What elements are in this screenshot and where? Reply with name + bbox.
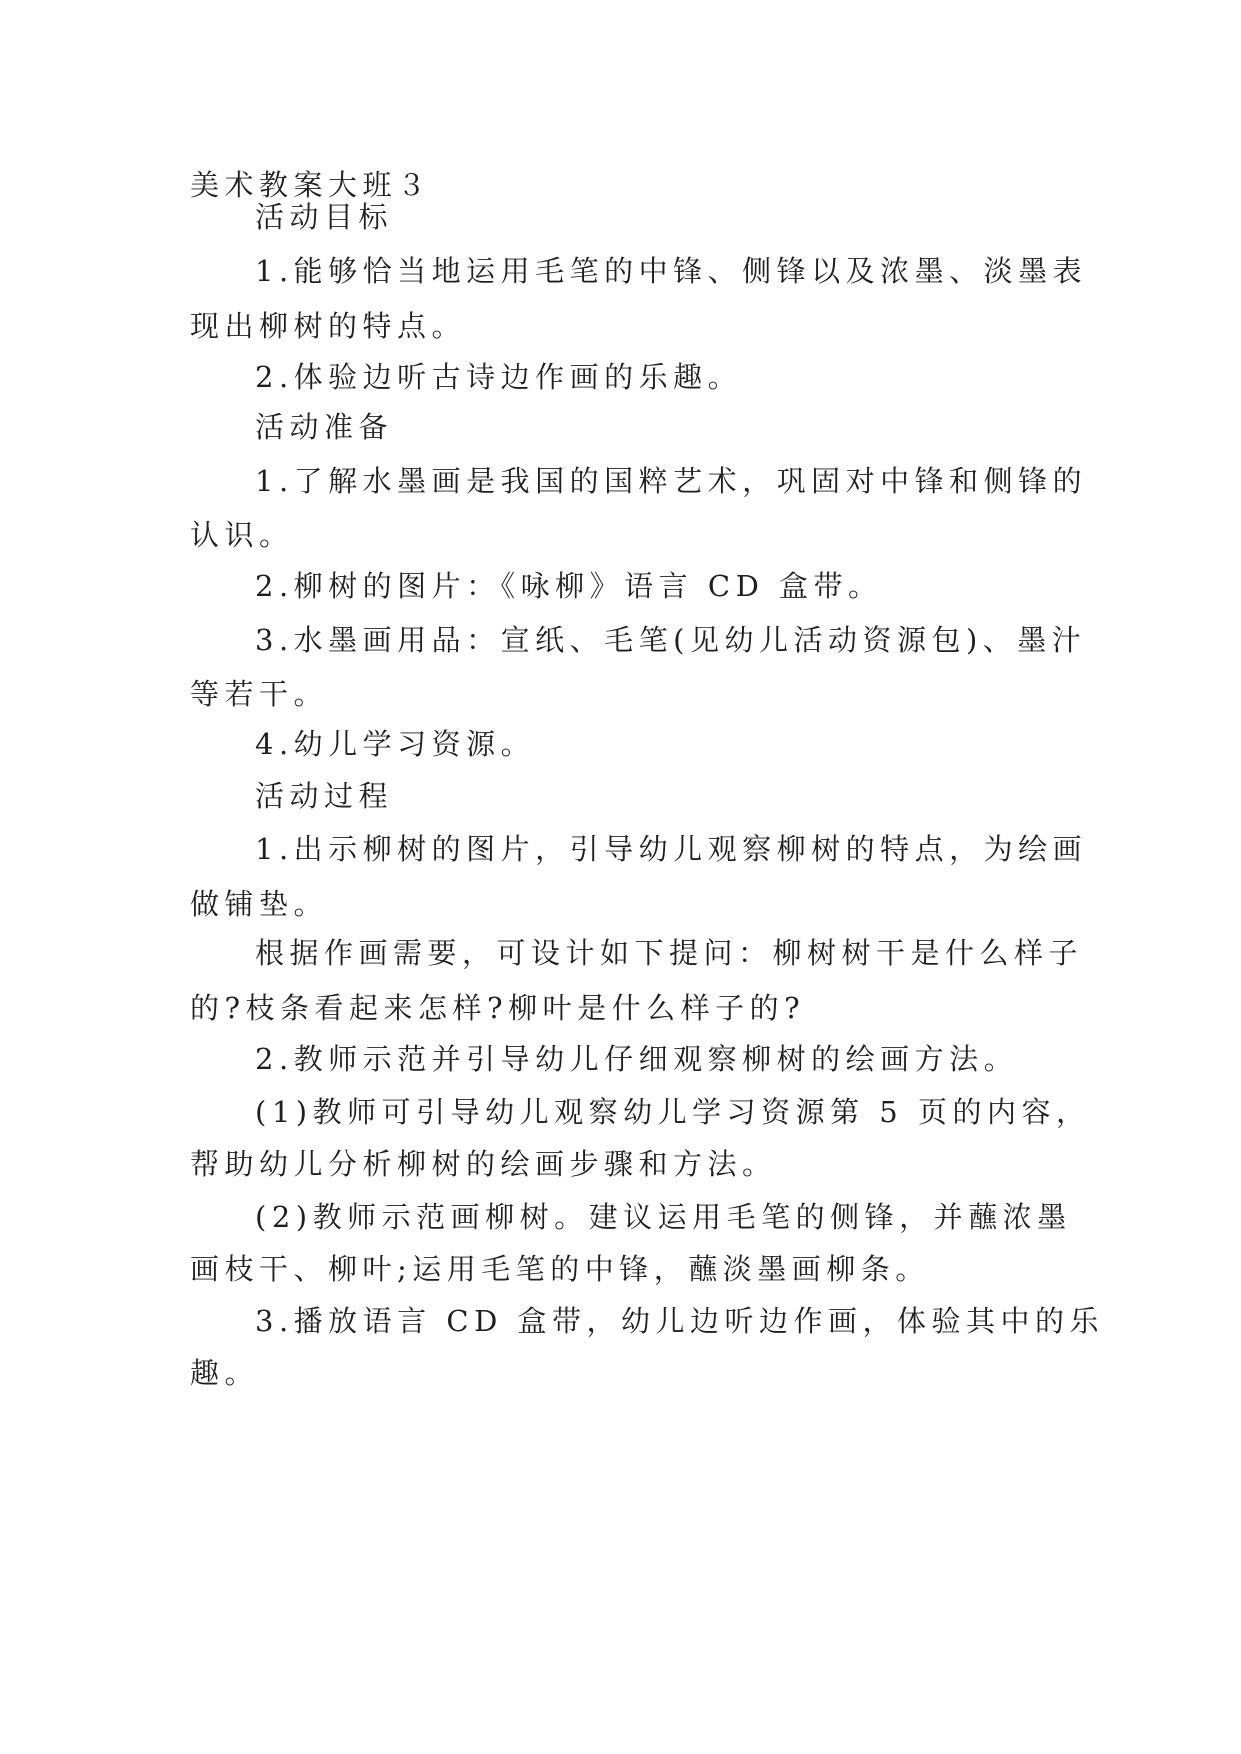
paragraph-line: 画枝干、柳叶;运用毛笔的中锋，蘸淡墨画柳条。 — [190, 1252, 930, 1286]
section-heading-preparation: 活动准备 — [255, 410, 394, 444]
paragraph-line: 1.出示柳树的图片，引导幼儿观察柳树的特点，为绘画 — [255, 832, 1088, 866]
paragraph-line: (1)教师可引导幼儿观察幼儿学习资源第 5 页的内容， — [255, 1095, 1091, 1129]
paragraph-line: 3.水墨画用品：宣纸、毛笔(见幼儿活动资源包)、墨汁 — [255, 623, 1087, 657]
paragraph-line: 做铺垫。 — [190, 887, 329, 921]
paragraph-line: 2.柳树的图片：《咏柳》语言 CD 盒带。 — [255, 569, 883, 603]
paragraph-line: 帮助幼儿分析柳树的绘画步骤和方法。 — [190, 1147, 777, 1181]
paragraph-line: 4.幼儿学习资源。 — [255, 727, 536, 761]
paragraph-line: 现出柳树的特点。 — [190, 309, 467, 343]
paragraph-line: 3.播放语言 CD 盒带，幼儿边听边作画，体验其中的乐 — [255, 1304, 1105, 1338]
paragraph-line: 的?枝条看起来怎样?柳叶是什么样子的? — [190, 991, 806, 1025]
section-heading-goals: 活动目标 — [255, 200, 394, 234]
paragraph-line: 根据作画需要，可设计如下提问：柳树树干是什么样子 — [255, 936, 1084, 970]
section-heading-process: 活动过程 — [255, 779, 394, 813]
paragraph-line: 1.了解水墨画是我国的国粹艺术，巩固对中锋和侧锋的 — [255, 464, 1088, 498]
paragraph-line: 1.能够恰当地运用毛笔的中锋、侧锋以及浓墨、淡墨表 — [255, 254, 1088, 288]
paragraph-line: 认识。 — [190, 518, 294, 552]
paragraph-line: 2.教师示范并引导幼儿仔细观察柳树的绘画方法。 — [255, 1042, 1019, 1076]
paragraph-line: 等若干。 — [190, 677, 329, 711]
paragraph-line: 2.体验边听古诗边作画的乐趣。 — [255, 360, 743, 394]
paragraph-line: 趣。 — [190, 1356, 260, 1390]
paragraph-line: (2)教师示范画柳树。建议运用毛笔的侧锋，并蘸浓墨 — [255, 1200, 1072, 1234]
document-title: 美术教案大班３ — [190, 168, 432, 202]
